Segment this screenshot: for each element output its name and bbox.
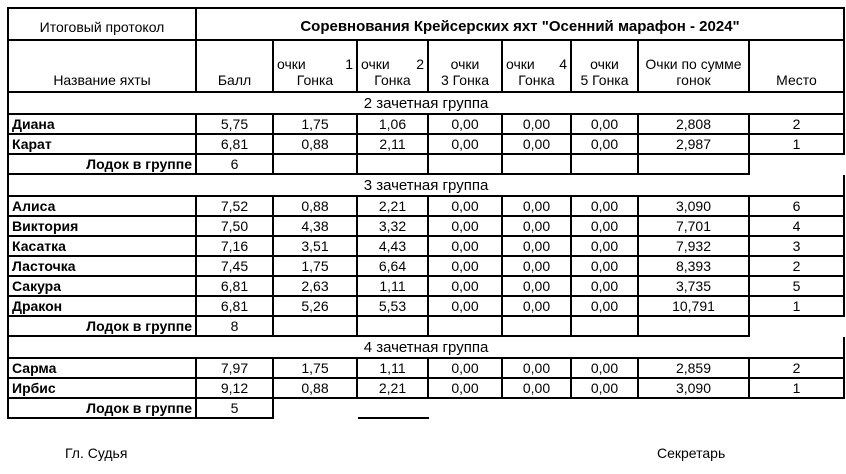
score-cell: 7,16 (197, 237, 274, 257)
table-row (7, 217, 845, 237)
protocol-label: Итоговый протокол (9, 9, 197, 41)
yacht-name-cell: Сарма (9, 359, 197, 379)
boats-count-label: Лодок в группе (9, 317, 197, 337)
table-row (7, 257, 845, 277)
empty-cell (750, 317, 845, 337)
race-header-line2: Гонка (518, 71, 555, 88)
race-1-points-cell: 1,75 (274, 257, 358, 277)
race-3-points-cell: 0,00 (429, 257, 503, 277)
race-4-points-cell: 0,00 (503, 217, 572, 237)
race-4-points-cell: 0,00 (503, 135, 572, 155)
col-header-score: Балл (197, 41, 274, 93)
results-table (7, 7, 845, 419)
race-header-line1: очки (450, 55, 480, 72)
table-body (7, 93, 845, 419)
yacht-name-cell: Виктория (9, 217, 197, 237)
sum-points-cell: 7,932 (639, 237, 750, 257)
group-band-row (7, 175, 845, 197)
boats-in-group-row (7, 399, 845, 419)
col-header-race-4 (503, 41, 572, 93)
race-1-points-cell: 2,63 (274, 277, 358, 297)
table-row (7, 359, 845, 379)
race-4-points-cell: 0,00 (503, 237, 572, 257)
race-3-points-cell: 0,00 (429, 277, 503, 297)
race-3-points-cell: 0,00 (429, 359, 503, 379)
col-header-place: Место (750, 41, 845, 93)
boats-count-value: 8 (197, 317, 274, 337)
title-row (7, 9, 845, 41)
boats-count-label: Лодок в группе (9, 399, 197, 419)
empty-cell (274, 155, 358, 175)
race-5-points-cell: 0,00 (572, 115, 639, 135)
table-row (7, 297, 845, 317)
score-cell: 6,81 (197, 135, 274, 155)
race-5-points-cell: 0,00 (572, 277, 639, 297)
boats-count-value: 5 (197, 399, 274, 419)
table-row (7, 277, 845, 297)
empty-cell (429, 155, 503, 175)
race-2-points-cell: 1,11 (358, 359, 429, 379)
col-header-sum: Очки по сумме гонок (639, 41, 750, 93)
place-cell: 5 (750, 277, 845, 297)
race-2-points-cell: 3,32 (358, 217, 429, 237)
race-5-points-cell: 0,00 (572, 135, 639, 155)
table-row (7, 135, 845, 155)
race-5-points-cell: 0,00 (572, 237, 639, 257)
yacht-name-cell: Ласточка (9, 257, 197, 277)
score-cell: 7,50 (197, 217, 274, 237)
score-cell: 7,52 (197, 197, 274, 217)
empty-cell (572, 317, 639, 337)
col-header-yacht-name: Название яхты (9, 41, 197, 93)
boats-in-group-row (7, 317, 845, 337)
race-5-points-cell: 0,00 (572, 197, 639, 217)
empty-cell (750, 399, 845, 419)
race-4-points-cell: 0,00 (503, 197, 572, 217)
empty-cell (358, 317, 429, 337)
race-1-points-cell: 5,26 (274, 297, 358, 317)
race-2-points-cell: 4,43 (358, 237, 429, 257)
yacht-name-cell: Ирбис (9, 379, 197, 399)
race-5-points-cell: 0,00 (572, 359, 639, 379)
score-cell: 7,97 (197, 359, 274, 379)
empty-cell (429, 399, 503, 419)
race-1-points-cell: 1,75 (274, 115, 358, 135)
race-5-points-cell: 0,00 (572, 217, 639, 237)
yacht-name-cell: Сакура (9, 277, 197, 297)
empty-cell (750, 155, 845, 175)
boats-in-group-row (7, 155, 845, 175)
competition-title: Соревнования Крейсерских яхт "Осенний марафон - 2024" (197, 9, 845, 41)
group-band: 3 зачетная группа (9, 175, 845, 197)
race-4-points-cell: 0,00 (503, 297, 572, 317)
race-1-points-cell: 1,75 (274, 359, 358, 379)
empty-cell (274, 317, 358, 337)
yacht-name-cell: Алиса (9, 197, 197, 217)
group-band: 4 зачетная группа (9, 337, 845, 359)
empty-cell (639, 317, 750, 337)
score-cell: 6,81 (197, 277, 274, 297)
empty-cell (503, 399, 572, 419)
race-2-points-cell: 2,21 (358, 379, 429, 399)
sum-points-cell: 2,859 (639, 359, 750, 379)
race-header-line2: 3 Гонка (440, 71, 490, 88)
empty-cell (274, 399, 358, 419)
race-1-points-cell: 0,88 (274, 135, 358, 155)
race-header-line1: очки (590, 55, 619, 72)
score-cell: 5,75 (197, 115, 274, 135)
race-3-points-cell: 0,00 (429, 197, 503, 217)
empty-cell (572, 155, 639, 175)
table-row (7, 379, 845, 399)
underline-cell (358, 399, 429, 419)
table-row (7, 197, 845, 217)
race-4-points-cell: 0,00 (503, 359, 572, 379)
race-header-line1: очки 1 (277, 55, 353, 72)
place-cell: 3 (750, 237, 845, 257)
race-1-points-cell: 4,38 (274, 217, 358, 237)
boats-count-label: Лодок в группе (9, 155, 197, 175)
race-3-points-cell: 0,00 (429, 115, 503, 135)
place-cell: 1 (750, 135, 845, 155)
race-5-points-cell: 0,00 (572, 379, 639, 399)
sum-points-cell: 3,090 (639, 197, 750, 217)
sum-points-cell: 8,393 (639, 257, 750, 277)
table-row (7, 115, 845, 135)
race-2-points-cell: 1,11 (358, 277, 429, 297)
column-header-row (7, 41, 845, 93)
place-cell: 2 (750, 115, 845, 135)
empty-cell (429, 317, 503, 337)
race-5-points-cell: 0,00 (572, 297, 639, 317)
race-3-points-cell: 0,00 (429, 237, 503, 257)
race-2-points-cell: 1,06 (358, 115, 429, 135)
chief-judge-label: Гл. Судья (65, 445, 128, 461)
race-4-points-cell: 0,00 (503, 115, 572, 135)
sum-points-cell: 3,735 (639, 277, 750, 297)
race-1-points-cell: 0,88 (274, 379, 358, 399)
place-cell: 1 (750, 379, 845, 399)
empty-cell (358, 155, 429, 175)
race-4-points-cell: 0,00 (503, 277, 572, 297)
empty-cell (572, 399, 639, 419)
empty-cell (639, 399, 750, 419)
empty-cell (639, 155, 750, 175)
race-1-points-cell: 0,88 (274, 197, 358, 217)
group-band-row (7, 337, 845, 359)
race-header-line2: Гонка (374, 71, 411, 88)
race-3-points-cell: 0,00 (429, 297, 503, 317)
col-header-race-3 (429, 41, 503, 93)
race-4-points-cell: 0,00 (503, 379, 572, 399)
yacht-name-cell: Диана (9, 115, 197, 135)
race-header-line2: 5 Гонка (580, 71, 629, 88)
group-band: 2 зачетная группа (9, 93, 845, 115)
col-header-race-5 (572, 41, 639, 93)
score-cell: 6,81 (197, 297, 274, 317)
empty-cell (503, 155, 572, 175)
race-1-points-cell: 3,51 (274, 237, 358, 257)
col-header-race-2 (358, 41, 429, 93)
race-header-line2: Гонка (296, 71, 334, 88)
yacht-name-cell: Карат (9, 135, 197, 155)
place-cell: 2 (750, 359, 845, 379)
race-2-points-cell: 6,64 (358, 257, 429, 277)
place-cell: 1 (750, 297, 845, 317)
race-2-points-cell: 2,21 (358, 197, 429, 217)
sum-points-cell: 7,701 (639, 217, 750, 237)
yacht-name-cell: Касатка (9, 237, 197, 257)
col-header-race-1 (274, 41, 358, 93)
boats-count-value: 6 (197, 155, 274, 175)
score-cell: 7,45 (197, 257, 274, 277)
sum-points-cell: 2,808 (639, 115, 750, 135)
place-cell: 4 (750, 217, 845, 237)
race-header-line1: очки 2 (361, 55, 424, 72)
race-3-points-cell: 0,00 (429, 217, 503, 237)
race-3-points-cell: 0,00 (429, 379, 503, 399)
race-3-points-cell: 0,00 (429, 135, 503, 155)
score-cell: 9,12 (197, 379, 274, 399)
place-cell: 6 (750, 197, 845, 217)
race-2-points-cell: 5,53 (358, 297, 429, 317)
race-header-line1: очки 4 (506, 55, 567, 72)
sum-points-cell: 10,791 (639, 297, 750, 317)
sum-points-cell: 2,987 (639, 135, 750, 155)
secretary-label: Секретарь (657, 445, 726, 461)
race-2-points-cell: 2,11 (358, 135, 429, 155)
empty-cell (503, 317, 572, 337)
sum-points-cell: 3,090 (639, 379, 750, 399)
race-5-points-cell: 0,00 (572, 257, 639, 277)
place-cell: 2 (750, 257, 845, 277)
table-row (7, 237, 845, 257)
race-4-points-cell: 0,00 (503, 257, 572, 277)
yacht-name-cell: Дракон (9, 297, 197, 317)
group-band-row (7, 93, 845, 115)
